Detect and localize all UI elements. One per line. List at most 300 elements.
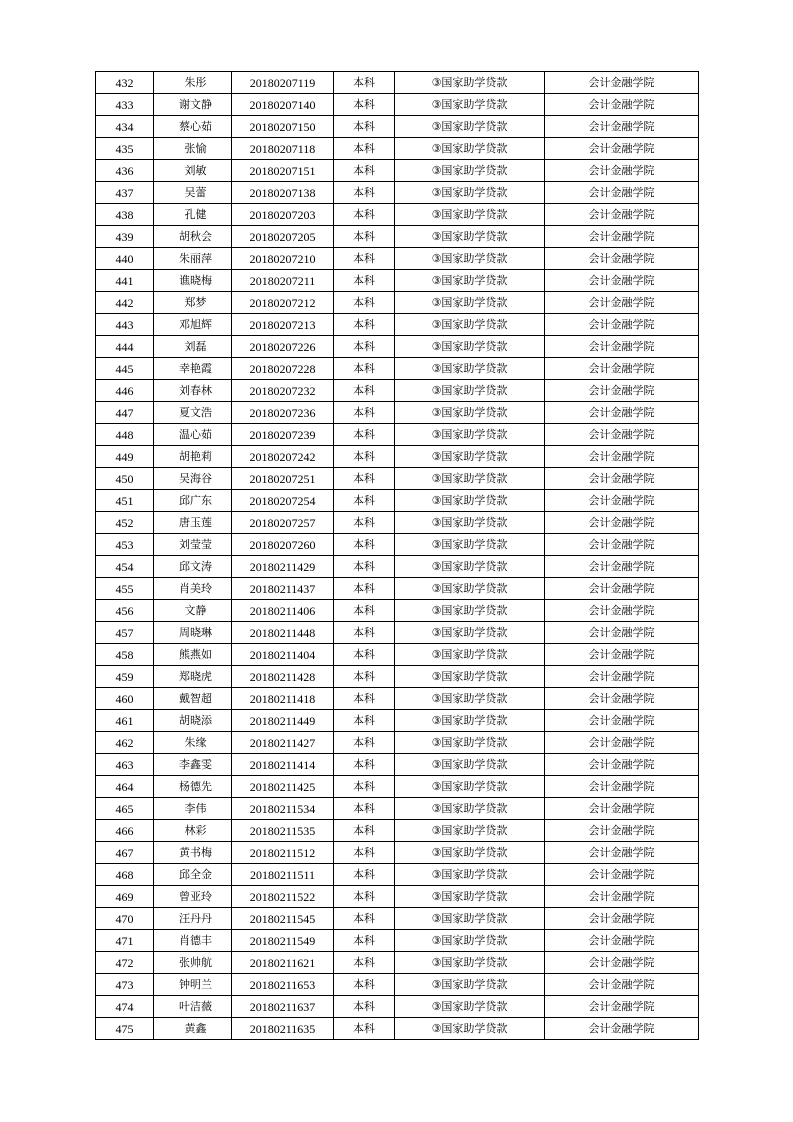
- education-level-cell: 本科: [334, 116, 395, 138]
- student-id-cell: 20180207210: [232, 248, 334, 270]
- table-row: [96, 754, 699, 776]
- student-id-cell: 20180211427: [232, 732, 334, 754]
- student-id-cell: 20180211437: [232, 578, 334, 600]
- table-row: [96, 248, 699, 270]
- table-row: [96, 798, 699, 820]
- student-name-cell: 文静: [154, 600, 232, 622]
- table-row: [96, 468, 699, 490]
- education-level-cell: 本科: [334, 556, 395, 578]
- aid-type-cell: ③国家助学贷款: [395, 248, 545, 270]
- student-name-cell: 吴蕾: [154, 182, 232, 204]
- education-level-cell: 本科: [334, 72, 395, 94]
- row-number-cell: 448: [96, 424, 154, 446]
- student-name-cell: 曾亚玲: [154, 886, 232, 908]
- table-row: [96, 666, 699, 688]
- student-id-cell: 20180207228: [232, 358, 334, 380]
- student-name-cell: 刘春林: [154, 380, 232, 402]
- student-name-cell: 郑晓虎: [154, 666, 232, 688]
- student-id-cell: 20180211404: [232, 644, 334, 666]
- aid-type-cell: ③国家助学贷款: [395, 314, 545, 336]
- row-number-cell: 454: [96, 556, 154, 578]
- aid-type-cell: ③国家助学贷款: [395, 1018, 545, 1040]
- row-number-cell: 449: [96, 446, 154, 468]
- college-cell: 会计金融学院: [545, 336, 699, 358]
- student-id-cell: 20180211653: [232, 974, 334, 996]
- aid-type-cell: ③国家助学贷款: [395, 842, 545, 864]
- student-id-cell: 20180211448: [232, 622, 334, 644]
- row-number-cell: 466: [96, 820, 154, 842]
- student-name-cell: 杨德先: [154, 776, 232, 798]
- row-number-cell: 473: [96, 974, 154, 996]
- college-cell: 会计金融学院: [545, 534, 699, 556]
- student-name-cell: 孔健: [154, 204, 232, 226]
- row-number-cell: 453: [96, 534, 154, 556]
- student-name-cell: 刘莹莹: [154, 534, 232, 556]
- aid-type-cell: ③国家助学贷款: [395, 666, 545, 688]
- student-name-cell: 胡晓添: [154, 710, 232, 732]
- table-row: [96, 270, 699, 292]
- education-level-cell: 本科: [334, 710, 395, 732]
- student-id-cell: 20180207251: [232, 468, 334, 490]
- student-name-cell: 肖德丰: [154, 930, 232, 952]
- row-number-cell: 443: [96, 314, 154, 336]
- student-name-cell: 郑梦: [154, 292, 232, 314]
- row-number-cell: 441: [96, 270, 154, 292]
- row-number-cell: 471: [96, 930, 154, 952]
- student-id-cell: 20180207118: [232, 138, 334, 160]
- college-cell: 会计金融学院: [545, 358, 699, 380]
- education-level-cell: 本科: [334, 468, 395, 490]
- college-cell: 会计金融学院: [545, 204, 699, 226]
- education-level-cell: 本科: [334, 402, 395, 424]
- student-name-cell: 朱缘: [154, 732, 232, 754]
- student-id-cell: 20180207232: [232, 380, 334, 402]
- student-id-cell: 20180207203: [232, 204, 334, 226]
- student-name-cell: 朱彤: [154, 72, 232, 94]
- student-name-cell: 蔡心茹: [154, 116, 232, 138]
- table-row: [96, 578, 699, 600]
- education-level-cell: 本科: [334, 578, 395, 600]
- table-row: [96, 886, 699, 908]
- table-row: [96, 226, 699, 248]
- table-row: [96, 952, 699, 974]
- college-cell: 会计金融学院: [545, 72, 699, 94]
- student-name-cell: 刘敏: [154, 160, 232, 182]
- college-cell: 会计金融学院: [545, 974, 699, 996]
- row-number-cell: 472: [96, 952, 154, 974]
- education-level-cell: 本科: [334, 842, 395, 864]
- aid-type-cell: ③国家助学贷款: [395, 820, 545, 842]
- aid-type-cell: ③国家助学贷款: [395, 732, 545, 754]
- row-number-cell: 451: [96, 490, 154, 512]
- student-id-cell: 20180211545: [232, 908, 334, 930]
- education-level-cell: 本科: [334, 512, 395, 534]
- row-number-cell: 435: [96, 138, 154, 160]
- table-body: [96, 72, 699, 1040]
- table-row: [96, 138, 699, 160]
- student-name-cell: 张帅航: [154, 952, 232, 974]
- table-row: [96, 710, 699, 732]
- college-cell: 会计金融学院: [545, 666, 699, 688]
- student-id-cell: 20180211635: [232, 1018, 334, 1040]
- row-number-cell: 436: [96, 160, 154, 182]
- table-row: [96, 116, 699, 138]
- table-row: [96, 996, 699, 1018]
- college-cell: 会计金融学院: [545, 688, 699, 710]
- row-number-cell: 460: [96, 688, 154, 710]
- student-name-cell: 熊燕如: [154, 644, 232, 666]
- college-cell: 会计金融学院: [545, 886, 699, 908]
- row-number-cell: 462: [96, 732, 154, 754]
- row-number-cell: 457: [96, 622, 154, 644]
- student-id-cell: 20180211449: [232, 710, 334, 732]
- college-cell: 会计金融学院: [545, 578, 699, 600]
- student-id-cell: 20180207211: [232, 270, 334, 292]
- table-row: [96, 446, 699, 468]
- college-cell: 会计金融学院: [545, 820, 699, 842]
- student-id-cell: 20180211534: [232, 798, 334, 820]
- student-name-cell: 李鑫雯: [154, 754, 232, 776]
- aid-type-cell: ③国家助学贷款: [395, 930, 545, 952]
- student-id-cell: 20180207226: [232, 336, 334, 358]
- college-cell: 会计金融学院: [545, 292, 699, 314]
- student-id-cell: 20180207257: [232, 512, 334, 534]
- college-cell: 会计金融学院: [545, 996, 699, 1018]
- student-name-cell: 唐玉莲: [154, 512, 232, 534]
- aid-type-cell: ③国家助学贷款: [395, 490, 545, 512]
- table-row: [96, 688, 699, 710]
- student-aid-table: [95, 71, 699, 1040]
- student-name-cell: 谯晓梅: [154, 270, 232, 292]
- row-number-cell: 459: [96, 666, 154, 688]
- row-number-cell: 464: [96, 776, 154, 798]
- aid-type-cell: ③国家助学贷款: [395, 996, 545, 1018]
- row-number-cell: 455: [96, 578, 154, 600]
- college-cell: 会计金融学院: [545, 490, 699, 512]
- row-number-cell: 446: [96, 380, 154, 402]
- student-name-cell: 叶洁薇: [154, 996, 232, 1018]
- aid-type-cell: ③国家助学贷款: [395, 512, 545, 534]
- student-id-cell: 20180207150: [232, 116, 334, 138]
- table-row: [96, 534, 699, 556]
- college-cell: 会计金融学院: [545, 600, 699, 622]
- aid-type-cell: ③国家助学贷款: [395, 226, 545, 248]
- aid-type-cell: ③国家助学贷款: [395, 292, 545, 314]
- table-row: [96, 424, 699, 446]
- college-cell: 会计金融学院: [545, 270, 699, 292]
- student-name-cell: 吴海谷: [154, 468, 232, 490]
- student-id-cell: 20180211429: [232, 556, 334, 578]
- education-level-cell: 本科: [334, 490, 395, 512]
- college-cell: 会计金融学院: [545, 512, 699, 534]
- college-cell: 会计金融学院: [545, 314, 699, 336]
- student-id-cell: 20180207213: [232, 314, 334, 336]
- row-number-cell: 475: [96, 1018, 154, 1040]
- row-number-cell: 458: [96, 644, 154, 666]
- aid-type-cell: ③国家助学贷款: [395, 886, 545, 908]
- student-id-cell: 20180211406: [232, 600, 334, 622]
- student-name-cell: 邱全金: [154, 864, 232, 886]
- education-level-cell: 本科: [334, 182, 395, 204]
- aid-type-cell: ③国家助学贷款: [395, 94, 545, 116]
- education-level-cell: 本科: [334, 622, 395, 644]
- college-cell: 会计金融学院: [545, 732, 699, 754]
- table-row: [96, 204, 699, 226]
- education-level-cell: 本科: [334, 644, 395, 666]
- row-number-cell: 440: [96, 248, 154, 270]
- education-level-cell: 本科: [334, 908, 395, 930]
- aid-type-cell: ③国家助学贷款: [395, 336, 545, 358]
- aid-type-cell: ③国家助学贷款: [395, 644, 545, 666]
- student-name-cell: 汪丹丹: [154, 908, 232, 930]
- table-row: [96, 512, 699, 534]
- student-name-cell: 钟明兰: [154, 974, 232, 996]
- row-number-cell: 450: [96, 468, 154, 490]
- table-row: [96, 182, 699, 204]
- row-number-cell: 461: [96, 710, 154, 732]
- aid-type-cell: ③国家助学贷款: [395, 116, 545, 138]
- education-level-cell: 本科: [334, 292, 395, 314]
- student-id-cell: 20180211418: [232, 688, 334, 710]
- student-name-cell: 邱广东: [154, 490, 232, 512]
- education-level-cell: 本科: [334, 314, 395, 336]
- student-id-cell: 20180211428: [232, 666, 334, 688]
- college-cell: 会计金融学院: [545, 776, 699, 798]
- student-name-cell: 林彩: [154, 820, 232, 842]
- student-name-cell: 朱丽萍: [154, 248, 232, 270]
- student-name-cell: 肖美玲: [154, 578, 232, 600]
- table-row: [96, 864, 699, 886]
- college-cell: 会计金融学院: [545, 116, 699, 138]
- education-level-cell: 本科: [334, 138, 395, 160]
- education-level-cell: 本科: [334, 160, 395, 182]
- education-level-cell: 本科: [334, 974, 395, 996]
- table-row: [96, 160, 699, 182]
- aid-type-cell: ③国家助学贷款: [395, 270, 545, 292]
- education-level-cell: 本科: [334, 248, 395, 270]
- row-number-cell: 439: [96, 226, 154, 248]
- aid-type-cell: ③国家助学贷款: [395, 160, 545, 182]
- row-number-cell: 447: [96, 402, 154, 424]
- aid-type-cell: ③国家助学贷款: [395, 688, 545, 710]
- college-cell: 会计金融学院: [545, 622, 699, 644]
- college-cell: 会计金融学院: [545, 842, 699, 864]
- row-number-cell: 445: [96, 358, 154, 380]
- college-cell: 会计金融学院: [545, 556, 699, 578]
- aid-type-cell: ③国家助学贷款: [395, 204, 545, 226]
- education-level-cell: 本科: [334, 600, 395, 622]
- college-cell: 会计金融学院: [545, 446, 699, 468]
- student-id-cell: 20180207140: [232, 94, 334, 116]
- education-level-cell: 本科: [334, 204, 395, 226]
- table-row: [96, 336, 699, 358]
- aid-type-cell: ③国家助学贷款: [395, 358, 545, 380]
- table-row: [96, 600, 699, 622]
- student-id-cell: 20180207254: [232, 490, 334, 512]
- table-row: [96, 380, 699, 402]
- education-level-cell: 本科: [334, 94, 395, 116]
- table-row: [96, 820, 699, 842]
- student-id-cell: 20180211414: [232, 754, 334, 776]
- college-cell: 会计金融学院: [545, 94, 699, 116]
- college-cell: 会计金融学院: [545, 468, 699, 490]
- education-level-cell: 本科: [334, 930, 395, 952]
- row-number-cell: 467: [96, 842, 154, 864]
- student-id-cell: 20180211425: [232, 776, 334, 798]
- student-id-cell: 20180211522: [232, 886, 334, 908]
- row-number-cell: 444: [96, 336, 154, 358]
- aid-type-cell: ③国家助学贷款: [395, 424, 545, 446]
- aid-type-cell: ③国家助学贷款: [395, 380, 545, 402]
- row-number-cell: 456: [96, 600, 154, 622]
- student-name-cell: 胡艳莉: [154, 446, 232, 468]
- education-level-cell: 本科: [334, 688, 395, 710]
- college-cell: 会计金融学院: [545, 798, 699, 820]
- aid-type-cell: ③国家助学贷款: [395, 754, 545, 776]
- aid-type-cell: ③国家助学贷款: [395, 468, 545, 490]
- student-id-cell: 20180211512: [232, 842, 334, 864]
- student-id-cell: 20180211535: [232, 820, 334, 842]
- student-id-cell: 20180207119: [232, 72, 334, 94]
- row-number-cell: 437: [96, 182, 154, 204]
- education-level-cell: 本科: [334, 380, 395, 402]
- education-level-cell: 本科: [334, 886, 395, 908]
- college-cell: 会计金融学院: [545, 754, 699, 776]
- education-level-cell: 本科: [334, 446, 395, 468]
- education-level-cell: 本科: [334, 732, 395, 754]
- table-row: [96, 94, 699, 116]
- row-number-cell: 434: [96, 116, 154, 138]
- student-id-cell: 20180211621: [232, 952, 334, 974]
- college-cell: 会计金融学院: [545, 1018, 699, 1040]
- row-number-cell: 438: [96, 204, 154, 226]
- table-row: [96, 622, 699, 644]
- table-row: [96, 72, 699, 94]
- row-number-cell: 442: [96, 292, 154, 314]
- student-id-cell: 20180207151: [232, 160, 334, 182]
- aid-type-cell: ③国家助学贷款: [395, 776, 545, 798]
- education-level-cell: 本科: [334, 864, 395, 886]
- education-level-cell: 本科: [334, 776, 395, 798]
- student-name-cell: 黄鑫: [154, 1018, 232, 1040]
- row-number-cell: 465: [96, 798, 154, 820]
- row-number-cell: 470: [96, 908, 154, 930]
- student-id-cell: 20180211549: [232, 930, 334, 952]
- row-number-cell: 432: [96, 72, 154, 94]
- education-level-cell: 本科: [334, 424, 395, 446]
- row-number-cell: 452: [96, 512, 154, 534]
- education-level-cell: 本科: [334, 952, 395, 974]
- aid-type-cell: ③国家助学贷款: [395, 138, 545, 160]
- table-row: [96, 842, 699, 864]
- student-name-cell: 周晓琳: [154, 622, 232, 644]
- student-id-cell: 20180207205: [232, 226, 334, 248]
- student-name-cell: 李伟: [154, 798, 232, 820]
- aid-type-cell: ③国家助学贷款: [395, 182, 545, 204]
- student-id-cell: 20180211511: [232, 864, 334, 886]
- education-level-cell: 本科: [334, 534, 395, 556]
- aid-type-cell: ③国家助学贷款: [395, 72, 545, 94]
- table-row: [96, 908, 699, 930]
- table-row: [96, 930, 699, 952]
- table-row: [96, 974, 699, 996]
- row-number-cell: 469: [96, 886, 154, 908]
- table-row: [96, 776, 699, 798]
- student-name-cell: 谢文静: [154, 94, 232, 116]
- aid-type-cell: ③国家助学贷款: [395, 600, 545, 622]
- student-id-cell: 20180207260: [232, 534, 334, 556]
- student-name-cell: 邱文涛: [154, 556, 232, 578]
- college-cell: 会计金融学院: [545, 402, 699, 424]
- student-name-cell: 黄书梅: [154, 842, 232, 864]
- college-cell: 会计金融学院: [545, 380, 699, 402]
- college-cell: 会计金融学院: [545, 952, 699, 974]
- student-name-cell: 张愉: [154, 138, 232, 160]
- education-level-cell: 本科: [334, 798, 395, 820]
- student-name-cell: 夏文浩: [154, 402, 232, 424]
- education-level-cell: 本科: [334, 270, 395, 292]
- aid-type-cell: ③国家助学贷款: [395, 974, 545, 996]
- table-row: [96, 732, 699, 754]
- student-name-cell: 邓旭辉: [154, 314, 232, 336]
- aid-type-cell: ③国家助学贷款: [395, 908, 545, 930]
- education-level-cell: 本科: [334, 226, 395, 248]
- row-number-cell: 463: [96, 754, 154, 776]
- college-cell: 会计金融学院: [545, 644, 699, 666]
- college-cell: 会计金融学院: [545, 248, 699, 270]
- college-cell: 会计金融学院: [545, 864, 699, 886]
- education-level-cell: 本科: [334, 996, 395, 1018]
- aid-type-cell: ③国家助学贷款: [395, 622, 545, 644]
- education-level-cell: 本科: [334, 1018, 395, 1040]
- row-number-cell: 433: [96, 94, 154, 116]
- aid-type-cell: ③国家助学贷款: [395, 534, 545, 556]
- college-cell: 会计金融学院: [545, 226, 699, 248]
- row-number-cell: 474: [96, 996, 154, 1018]
- table-row: [96, 490, 699, 512]
- table-row: [96, 314, 699, 336]
- college-cell: 会计金融学院: [545, 160, 699, 182]
- aid-type-cell: ③国家助学贷款: [395, 556, 545, 578]
- table-row: [96, 556, 699, 578]
- student-id-cell: 20180207138: [232, 182, 334, 204]
- education-level-cell: 本科: [334, 336, 395, 358]
- row-number-cell: 468: [96, 864, 154, 886]
- student-name-cell: 刘磊: [154, 336, 232, 358]
- aid-type-cell: ③国家助学贷款: [395, 798, 545, 820]
- education-level-cell: 本科: [334, 358, 395, 380]
- college-cell: 会计金融学院: [545, 424, 699, 446]
- college-cell: 会计金融学院: [545, 182, 699, 204]
- student-id-cell: 20180211637: [232, 996, 334, 1018]
- aid-type-cell: ③国家助学贷款: [395, 446, 545, 468]
- education-level-cell: 本科: [334, 820, 395, 842]
- aid-type-cell: ③国家助学贷款: [395, 402, 545, 424]
- education-level-cell: 本科: [334, 666, 395, 688]
- table-row: [96, 1018, 699, 1040]
- college-cell: 会计金融学院: [545, 930, 699, 952]
- college-cell: 会计金融学院: [545, 908, 699, 930]
- table-row: [96, 292, 699, 314]
- aid-type-cell: ③国家助学贷款: [395, 952, 545, 974]
- college-cell: 会计金融学院: [545, 710, 699, 732]
- table-row: [96, 402, 699, 424]
- student-id-cell: 20180207242: [232, 446, 334, 468]
- college-cell: 会计金融学院: [545, 138, 699, 160]
- education-level-cell: 本科: [334, 754, 395, 776]
- student-name-cell: 温心茹: [154, 424, 232, 446]
- aid-type-cell: ③国家助学贷款: [395, 710, 545, 732]
